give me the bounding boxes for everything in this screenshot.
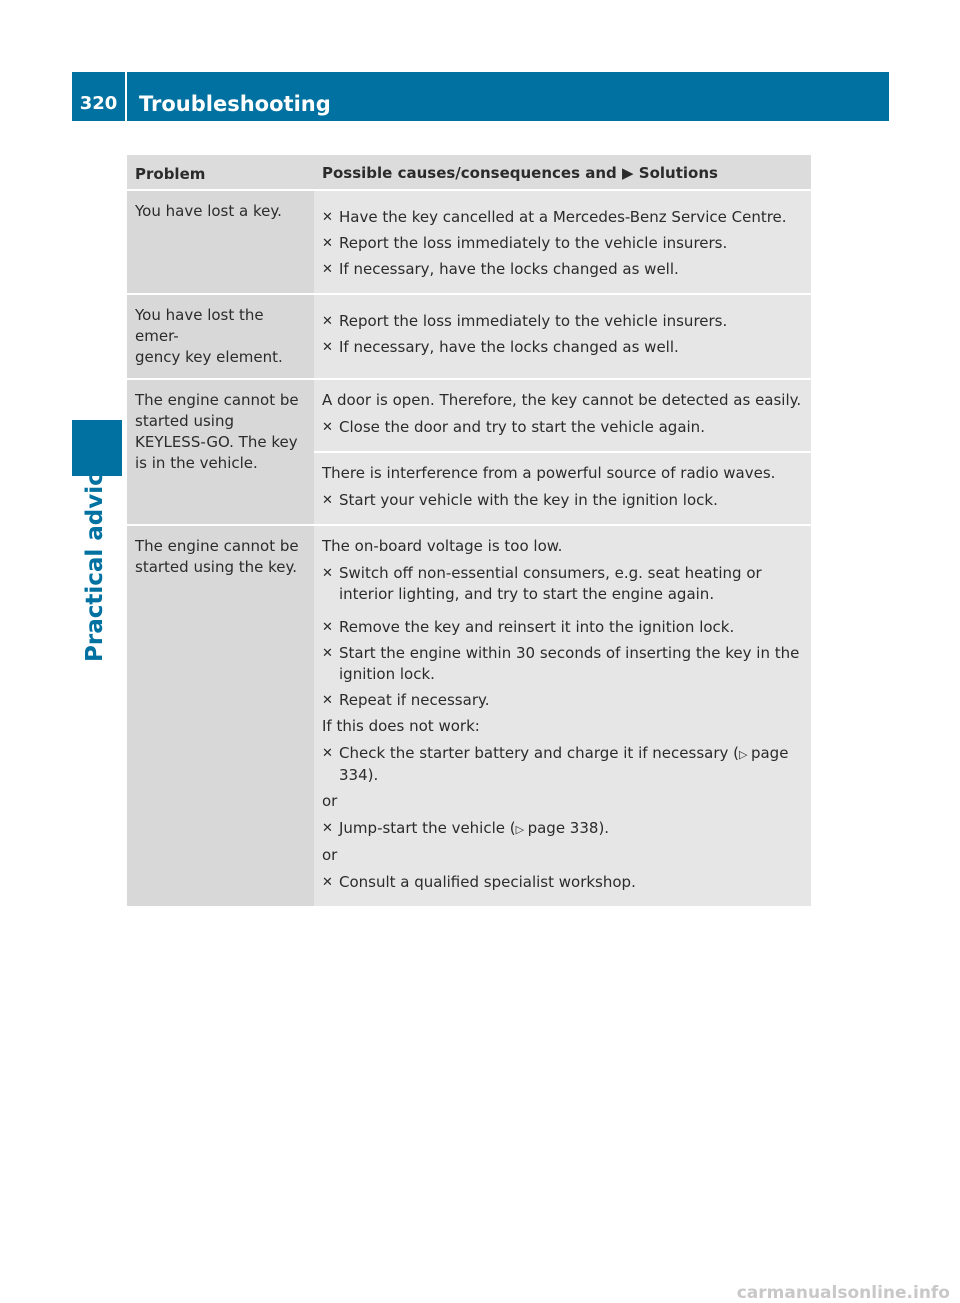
list-item: ✕ Switch off non-essential consumers, e.g. seat heating or interior lighting, and try to start the engine again.	[322, 564, 762, 603]
step-arrow-icon: ✕	[322, 262, 333, 277]
step-arrow-icon: ✕	[322, 693, 333, 708]
list-item: ✕ Repeat if necessary.	[322, 691, 490, 709]
problem-cell: The engine cannot be started using KEYLESS-GO. The key is in the vehicle.	[127, 380, 314, 524]
problem-cell: You have lost the emer- gency key element.	[127, 295, 314, 378]
header-text-pre: Possible causes/consequences and	[322, 164, 622, 182]
list-item: ✕ Consult a qualified specialist workshop.	[322, 873, 636, 891]
solution-cell	[314, 380, 811, 524]
cause-text: There is interference from a powerful source of radio waves.	[322, 464, 776, 482]
page-header	[72, 72, 889, 121]
page-ref-icon: ▷	[515, 823, 528, 836]
step-arrow-icon: ✕	[322, 314, 333, 329]
side-chapter-label: Practical advice	[82, 456, 108, 662]
problem-cell: The engine cannot be started using the key.	[127, 526, 314, 906]
step-arrow-icon: ✕	[322, 210, 333, 225]
column-header-problem: Problem	[127, 155, 314, 189]
page-number: 320	[72, 72, 125, 121]
solution-cell	[314, 526, 811, 906]
or-text: or	[322, 846, 338, 864]
section-title: Troubleshooting	[127, 72, 889, 121]
list-item: ✕ Report the loss immediately to the vehicle insurers.	[322, 234, 728, 252]
problem-cell: You have lost a key.	[127, 191, 314, 293]
step-arrow-icon: ✕	[322, 620, 333, 635]
column-header-solutions	[314, 155, 811, 189]
step-arrow-icon: ✕	[322, 746, 333, 761]
list-item: ✕ Close the door and try to start the vehicle again.	[322, 418, 705, 436]
list-item: ✕ Start the engine within 30 seconds of inserting the key in the ignition lock.	[322, 644, 800, 683]
step-arrow-icon: ✕	[322, 646, 333, 661]
cause-text: The on-board voltage is too low.	[322, 537, 563, 555]
step-arrow-icon: ✕	[322, 493, 333, 508]
list-item: ✕ Report the loss immediately to the vehicle insurers.	[322, 312, 728, 330]
step-arrow-icon: ✕	[322, 340, 333, 355]
page-reference-link[interactable]: page 334	[339, 744, 789, 784]
step-arrow-icon: ✕	[322, 420, 333, 435]
table-row	[127, 189, 811, 293]
cause-text: A door is open. Therefore, the key cannot be detected as easily.	[322, 391, 802, 409]
solution-cell	[314, 295, 811, 378]
step-arrow-icon: ✕	[322, 875, 333, 890]
list-item: ✕ Have the key cancelled at a Mercedes-Benz Service Centre.	[322, 208, 787, 226]
table-header-row	[127, 155, 811, 189]
troubleshooting-table	[127, 155, 811, 906]
fallback-text: If this does not work:	[322, 717, 480, 735]
step-arrow-icon: ✕	[322, 821, 333, 836]
list-item: ✕ Remove the key and reinsert it into the ignition lock.	[322, 618, 735, 636]
list-item: ✕ Jump-start the vehicle (▷ page 338).	[322, 818, 803, 840]
step-arrow-icon: ✕	[322, 566, 333, 581]
solution-cell	[314, 191, 811, 293]
table-row	[127, 524, 811, 906]
list-item: ✕ If necessary, have the locks changed as well.	[322, 260, 679, 278]
table-row	[127, 378, 811, 524]
list-item: ✕ If necessary, have the locks changed as well.	[322, 338, 679, 356]
step-arrow-icon: ✕	[322, 236, 333, 251]
table-row	[127, 293, 811, 378]
or-text: or	[322, 792, 338, 810]
list-item: ✕ Start your vehicle with the key in the ignition lock.	[322, 491, 718, 509]
page-reference-link[interactable]: page 338	[527, 819, 599, 837]
header-text-post: Solutions	[633, 164, 718, 182]
list-item: ✕ Check the starter battery and charge it if necessary (▷ page 334).	[322, 744, 789, 784]
page-ref-icon: ▷	[739, 748, 751, 761]
solution-arrow-icon: ▶	[622, 164, 634, 182]
watermark: carmanualsonline.info	[736, 1283, 950, 1303]
